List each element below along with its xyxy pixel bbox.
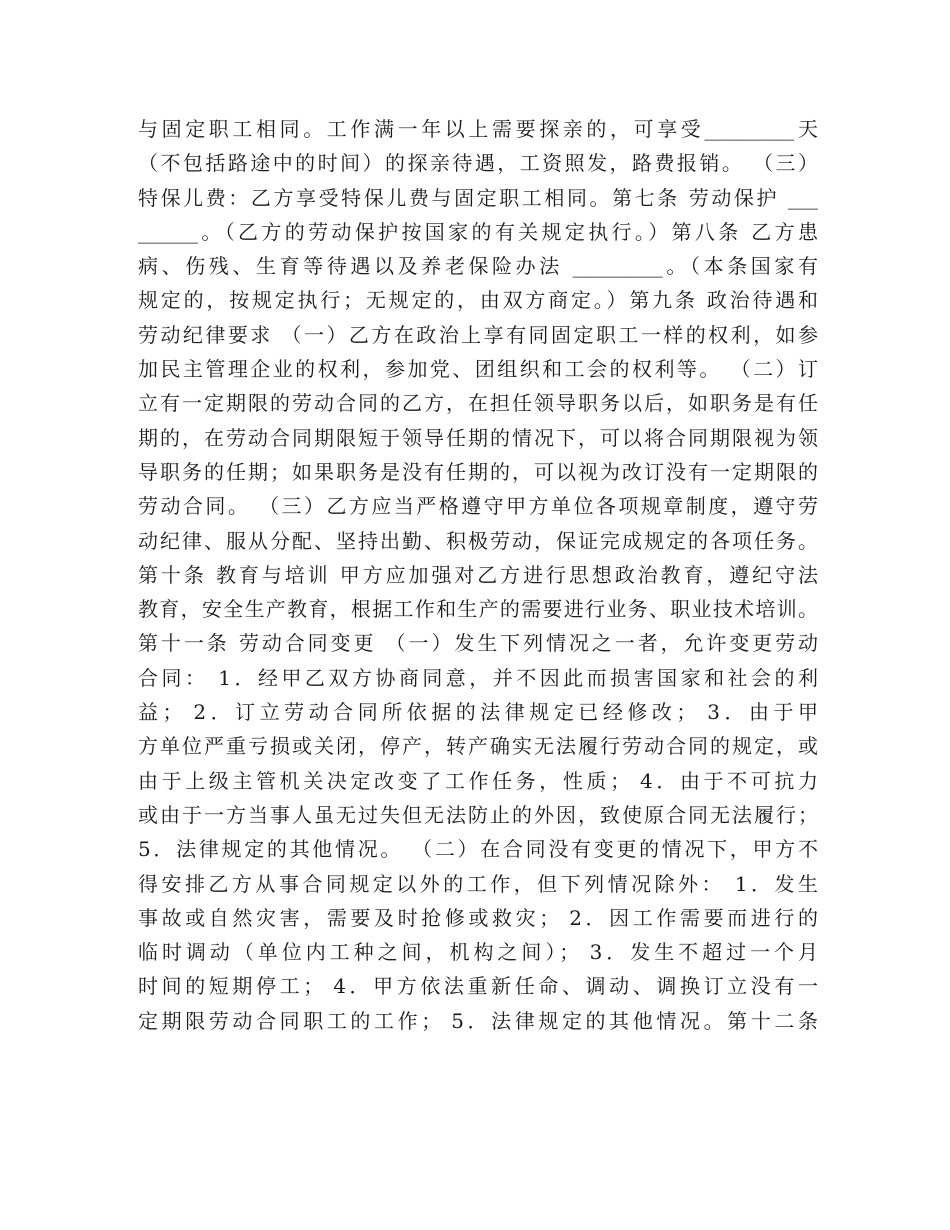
text-line: 第十条 教育与培训 甲方应加强对乙方进行思想政治教育，遵纪守法: [138, 562, 818, 587]
text-line: 事故或自然灾害，需要及时抢修或救灾； 2．因工作需要而进行的: [138, 905, 818, 930]
text-line: 特保儿费：乙方享受特保儿费与固定职工相同。第七条 劳动保护 ___: [138, 185, 818, 210]
text-line: 或由于一方当事人虽无过失但无法防止的外因，致使原合同无法履行；: [138, 802, 818, 827]
text-line: 时间的短期停工； 4．甲方依法重新任命、调动、调换订立没有一: [138, 974, 818, 999]
text-line: 劳动纪律要求 （一）乙方在政治上享有同固定职工一样的权利，如参: [138, 322, 818, 347]
text-line: 加民主管理企业的权利，参加党、团组织和工会的权利等。 （二）订: [138, 357, 818, 382]
text-line: 导职务的任期；如果职务是没有任期的，可以视为改订没有一定期限的: [138, 459, 818, 484]
text-line: 病、伤残、生育等待遇以及养老保险办法 _________。（本条国家有: [138, 254, 818, 279]
contract-body-text: [138, 112, 818, 1038]
text-line: 5．法律规定的其他情况。 （二）在合同没有变更的情况下，甲方不: [138, 837, 818, 862]
text-line: 立有一定期限的劳动合同的乙方，在担任领导职务以后，如职务是有任: [138, 391, 818, 416]
text-line: 规定的，按规定执行；无规定的，由双方商定。）第九条 政治待遇和: [138, 288, 818, 313]
text-line: （不包括路途中的时间）的探亲待遇，工资照发，路费报销。 （三）: [138, 151, 818, 176]
text-line: 动纪律、服从分配、坚持出勤、积极劳动，保证完成规定的各项任务。: [138, 528, 818, 553]
text-line: 与固定职工相同。工作满一年以上需要探亲的，可享受_________天: [138, 117, 818, 141]
text-line: 教育，安全生产教育，根据工作和生产的需要进行业务、职业技术培训。: [138, 597, 818, 622]
text-line: 定期限劳动合同职工的工作； 5．法律规定的其他情况。第十二条: [138, 1008, 818, 1033]
text-line: 第十一条 劳动合同变更 （一）发生下列情况之一者，允许变更劳动: [138, 631, 818, 656]
text-line: 益； 2．订立劳动合同所依据的法律规定已经修改； 3．由于甲: [138, 700, 818, 725]
text-line: 合同： 1．经甲乙双方协商同意，并不因此而损害国家和社会的利: [138, 665, 818, 690]
text-line: 得安排乙方从事合同规定以外的工作，但下列情况除外： 1．发生: [138, 871, 818, 896]
text-line: 期的，在劳动合同期限短于领导任期的情况下，可以将合同期限视为领: [138, 425, 818, 450]
text-line: 方单位严重亏损或关闭，停产，转产确实无法履行劳动合同的规定，或: [138, 734, 818, 759]
text-line: 由于上级主管机关决定改变了工作任务，性质； 4．由于不可抗力: [138, 768, 818, 793]
text-line: 临时调动（单位内工种之间，机构之间）； 3．发生不超过一个月: [138, 940, 818, 965]
text-line: ______。（乙方的劳动保护按国家的有关规定执行。）第八条 乙方患: [138, 219, 818, 244]
text-line: 劳动合同。 （三）乙方应当严格遵守甲方单位各项规章制度，遵守劳: [138, 494, 818, 519]
